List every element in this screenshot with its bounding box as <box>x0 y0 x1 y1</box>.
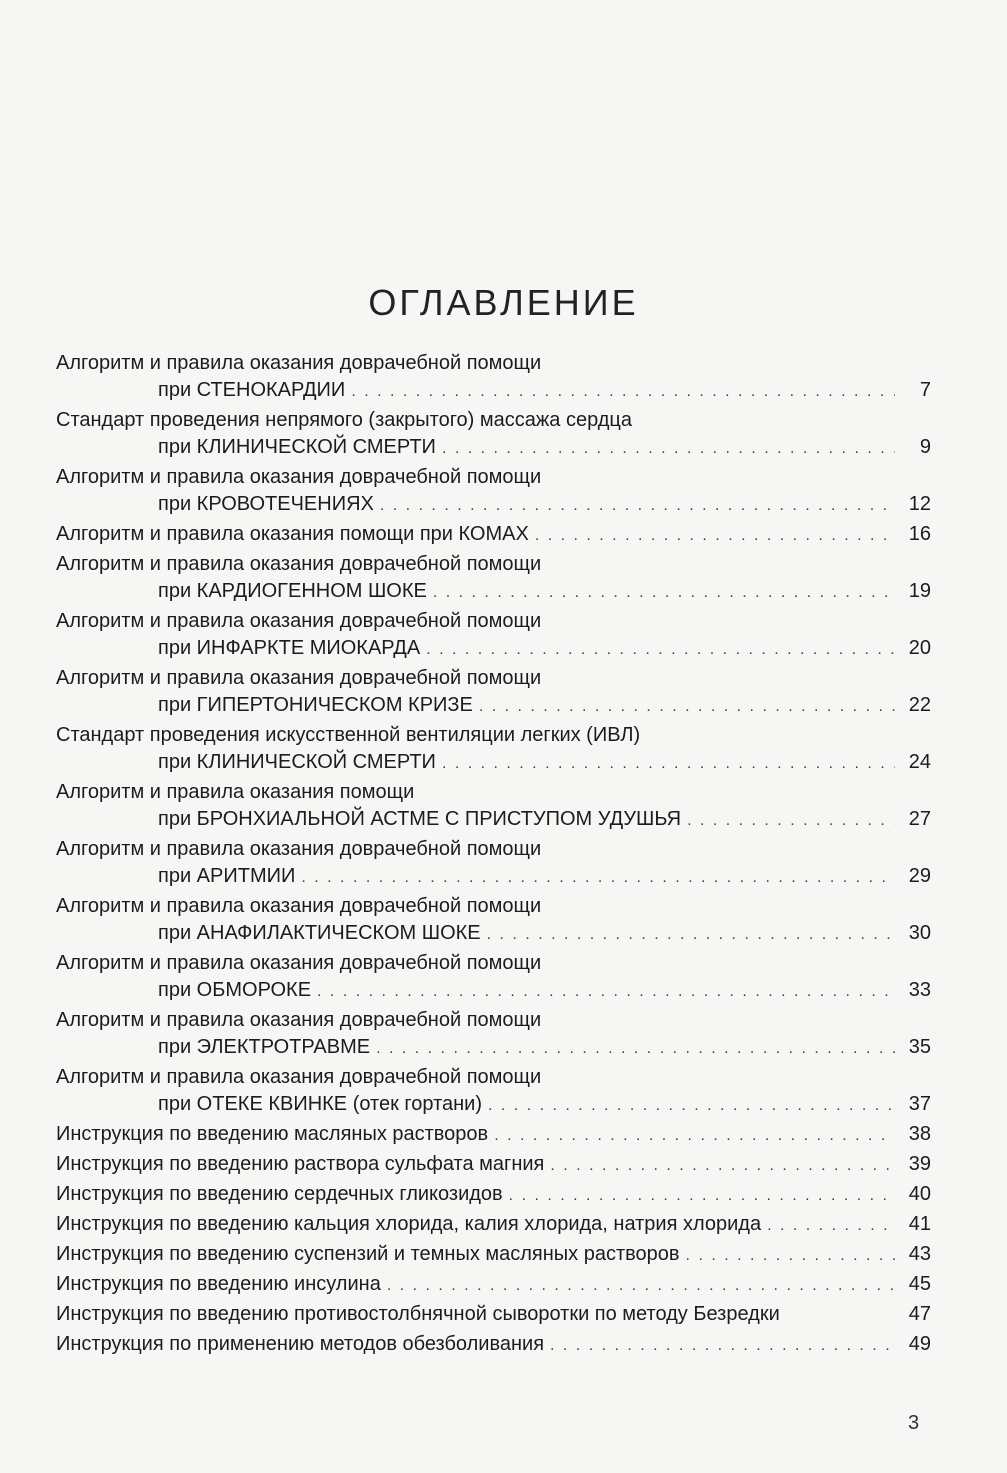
toc-entry-line <box>56 863 931 890</box>
toc-page-number: 47 <box>908 1303 931 1325</box>
toc-entry-subject: при КАРДИОГЕННОМ ШОКЕ <box>158 580 427 602</box>
toc-entry-heading: Алгоритм и правила оказания доврачебной помощи <box>56 466 542 488</box>
toc-entry-line <box>56 1241 931 1268</box>
toc-entry <box>56 350 931 407</box>
toc-entry <box>56 464 931 521</box>
toc-entry-subject: Инструкция по введению сердечных гликозидов <box>56 1183 503 1205</box>
toc-page-number: 16 <box>908 523 931 545</box>
toc-entry-line <box>56 491 931 518</box>
toc-entry-line <box>56 1151 931 1178</box>
dot-leader <box>317 978 895 1005</box>
toc-entry <box>56 665 931 722</box>
toc-entry <box>56 1151 931 1181</box>
toc-entry-line <box>56 749 931 776</box>
toc-page-number: 35 <box>908 1036 931 1058</box>
dot-leader <box>509 1182 895 1209</box>
toc-entry-subject: при АРИТМИИ <box>158 865 296 887</box>
toc-entry-subject: при ЭЛЕКТРОТРАВМЕ <box>158 1036 371 1058</box>
toc-entry-line <box>56 1121 931 1148</box>
table-of-contents <box>56 350 931 1361</box>
toc-entry-line <box>56 1301 931 1328</box>
toc-entry-subject: при ГИПЕРТОНИЧЕСКОМ КРИЗЕ <box>158 694 473 716</box>
toc-entry-heading: Алгоритм и правила оказания доврачебной помощи <box>56 895 542 917</box>
toc-entry-subject: Инструкция по применению методов обезболивания <box>56 1333 545 1355</box>
toc-page-number: 39 <box>908 1153 931 1175</box>
toc-page-number: 38 <box>908 1123 931 1145</box>
toc-entry-subject: при ИНФАРКТЕ МИОКАРДА <box>158 637 421 659</box>
dot-leader <box>442 435 895 462</box>
toc-page-number: 19 <box>908 580 931 602</box>
toc-entry-subject: Алгоритм и правила оказания помощи при КОМАХ <box>56 523 529 545</box>
toc-entry-line <box>56 1331 931 1358</box>
toc-entry-heading: Алгоритм и правила оказания доврачебной помощи <box>56 610 542 632</box>
toc-entry <box>56 893 931 950</box>
toc-page-number: 30 <box>908 922 931 944</box>
page-title: ОГЛАВЛЕНИЕ <box>368 282 639 323</box>
dot-leader <box>550 1152 895 1179</box>
toc-entry-subject: при КРОВОТЕЧЕНИЯХ <box>158 493 374 515</box>
toc-entry-line <box>56 1271 931 1298</box>
toc-entry-heading: Стандарт проведения непрямого (закрытого) массажа сердца <box>56 409 632 431</box>
toc-page-number: 29 <box>908 865 931 887</box>
toc-entry <box>56 1241 931 1271</box>
toc-page-number: 49 <box>908 1333 931 1355</box>
dot-leader <box>479 693 895 720</box>
dot-leader <box>442 750 895 777</box>
toc-entry <box>56 1211 931 1241</box>
dot-leader <box>487 921 895 948</box>
toc-entry-subject: при СТЕНОКАРДИИ <box>158 379 346 401</box>
toc-entry-subject: при КЛИНИЧЕСКОЙ СМЕРТИ <box>158 436 436 458</box>
toc-entry-heading: Алгоритм и правила оказания помощи <box>56 781 415 803</box>
toc-entry <box>56 1121 931 1151</box>
toc-entry-line <box>56 578 931 605</box>
toc-entry-subject: при АНАФИЛАКТИЧЕСКОМ ШОКЕ <box>158 922 481 944</box>
toc-entry <box>56 1064 931 1121</box>
toc-entry-line <box>56 635 931 662</box>
toc-entry <box>56 722 931 779</box>
toc-page-number: 41 <box>908 1213 931 1235</box>
dot-leader <box>301 864 895 891</box>
dot-leader <box>380 492 895 519</box>
toc-entry <box>56 1271 931 1301</box>
toc-entry-heading: Алгоритм и правила оказания доврачебной помощи <box>56 1066 542 1088</box>
toc-entry-heading: Алгоритм и правила оказания доврачебной помощи <box>56 352 542 374</box>
toc-page-number: 22 <box>908 694 931 716</box>
toc-entry <box>56 1301 931 1331</box>
toc-page-number: 45 <box>908 1273 931 1295</box>
toc-entry-subject: Инструкция по введению кальция хлорида, калия хлорида, натрия хлорида <box>56 1213 762 1235</box>
page-number: 3 <box>908 1412 920 1434</box>
toc-entry-line <box>56 692 931 719</box>
toc-entry-subject: Инструкция по введению масляных растворов <box>56 1123 489 1145</box>
dot-leader <box>426 636 895 663</box>
toc-entry-subject: Инструкция по введению раствора сульфата магния <box>56 1153 545 1175</box>
toc-page-number: 12 <box>908 493 931 515</box>
dot-leader <box>488 1092 895 1119</box>
toc-entry <box>56 779 931 836</box>
toc-page-number: 43 <box>908 1243 931 1265</box>
toc-entry-heading: Алгоритм и правила оказания доврачебной помощи <box>56 838 542 860</box>
toc-entry-subject: при ОТЕКЕ КВИНКЕ (отек гортани) <box>158 1093 483 1115</box>
dot-leader <box>767 1212 895 1239</box>
dot-leader <box>433 579 895 606</box>
dot-leader <box>351 378 895 405</box>
toc-page-number: 33 <box>908 979 931 1001</box>
dot-leader <box>686 1242 895 1269</box>
toc-page-number: 9 <box>919 436 931 458</box>
toc-entry-subject: при КЛИНИЧЕСКОЙ СМЕРТИ <box>158 751 436 773</box>
toc-entry-subject: Инструкция по введению инсулина <box>56 1273 381 1295</box>
toc-entry-line <box>56 1034 931 1061</box>
toc-entry-line <box>56 1181 931 1208</box>
toc-entry-heading: Алгоритм и правила оказания доврачебной помощи <box>56 952 542 974</box>
toc-entry-line <box>56 377 931 404</box>
dot-leader <box>535 522 895 549</box>
toc-page-number: 40 <box>908 1183 931 1205</box>
toc-page-number: 27 <box>908 808 931 830</box>
toc-entry-line <box>56 1211 931 1238</box>
toc-entry-line <box>56 806 931 833</box>
toc-entry-line <box>56 977 931 1004</box>
toc-entry-line <box>56 434 931 461</box>
toc-entry-line <box>56 521 931 548</box>
toc-entry <box>56 1181 931 1211</box>
toc-page-number: 24 <box>908 751 931 773</box>
dot-leader <box>687 807 895 834</box>
toc-page-number: 7 <box>919 379 931 401</box>
toc-entry-line <box>56 1091 931 1118</box>
toc-entry-line <box>56 920 931 947</box>
toc-entry-subject: Инструкция по введению противостолбнячной сыворотки по методу Безредки <box>56 1303 780 1325</box>
toc-entry <box>56 836 931 893</box>
toc-entry <box>56 521 931 551</box>
dot-leader <box>387 1272 895 1299</box>
toc-entry <box>56 1331 931 1361</box>
toc-entry-heading: Стандарт проведения искусственной вентиляции легких (ИВЛ) <box>56 724 641 746</box>
toc-entry-subject: при ОБМОРОКЕ <box>158 979 312 1001</box>
toc-entry <box>56 407 931 464</box>
toc-entry-heading: Алгоритм и правила оказания доврачебной помощи <box>56 1009 542 1031</box>
dot-leader <box>494 1122 895 1149</box>
toc-page-number: 37 <box>908 1093 931 1115</box>
toc-entry <box>56 950 931 1007</box>
toc-entry-heading: Алгоритм и правила оказания доврачебной помощи <box>56 553 542 575</box>
toc-entry-subject: при БРОНХИАЛЬНОЙ АСТМЕ С ПРИСТУПОМ УДУШЬЯ <box>158 808 682 830</box>
toc-page-number: 20 <box>908 637 931 659</box>
toc-entry <box>56 551 931 608</box>
toc-entry <box>56 1007 931 1064</box>
dot-leader <box>550 1332 895 1359</box>
dot-leader <box>376 1035 895 1062</box>
toc-entry-subject: Инструкция по введению суспензий и темных масляных растворов <box>56 1243 680 1265</box>
toc-entry-heading: Алгоритм и правила оказания доврачебной помощи <box>56 667 542 689</box>
toc-entry <box>56 608 931 665</box>
